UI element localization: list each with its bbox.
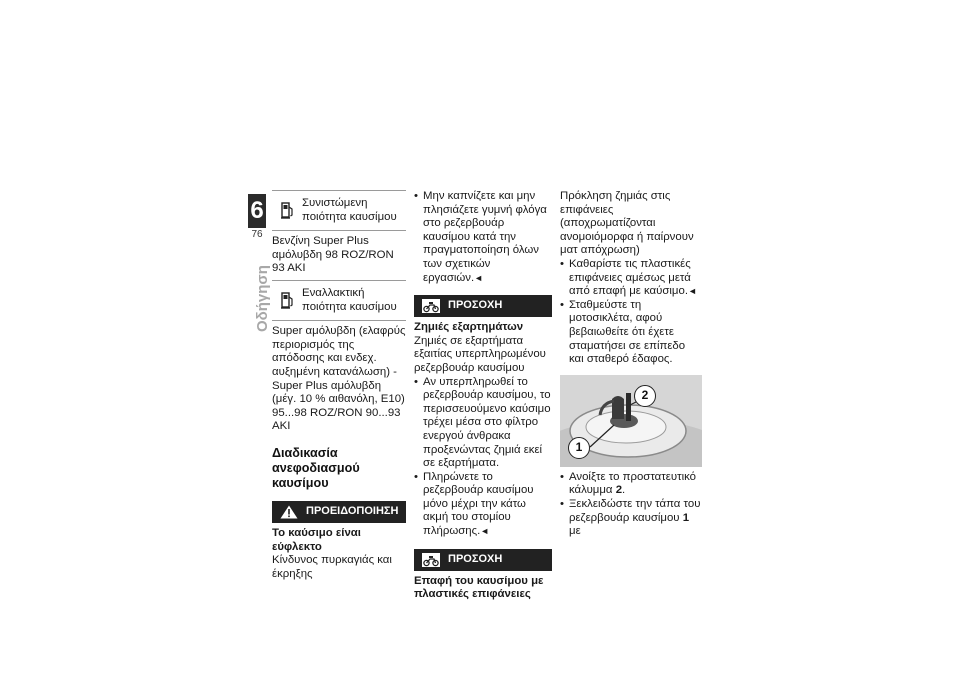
bullet-list [414,190,552,285]
spec-recommended-fuel [272,190,406,231]
spec-value: Super αμόλυβδη (ελαφρύς περιορισμός της απόδοσης και ενδεχ. αυξημένη κατανάλωση) - Super Plus αμόλυβδη (μέγ. 10 % αιθανόλη, E10) 95...98 ROZ/RON 90...93 AKI [272,325,406,433]
caution-subhead: Ζημιές εξαρτημάτων [414,321,524,334]
column-2 [414,190,552,602]
warning-banner [272,501,406,523]
spec-value: Βενζίνη Super Plus αμόλυβδη 98 ROZ/RON 93 AKI [272,235,394,275]
fuel-pump-icon [280,289,294,311]
fuel-cap-photo [560,375,702,467]
bullet-list [560,258,702,367]
column-1 [272,190,406,581]
fuel-pump-icon [280,199,294,221]
warning-subhead: Το καύσιμο είναι εύφλεκτο [272,526,361,553]
chapter-side-title: Οδήγηση [254,265,271,332]
list-item: • Ξεκλειδώστε την τάπα του ρεζερβουάρ καυσίμου 1 με [560,498,702,539]
chapter-tab: 6 [248,194,266,228]
reference-number: 2 [615,484,623,497]
spec-label: Συνιστώμενη ποιότητα καυσίμου [302,197,397,223]
list-item: • Μην καπνίζετε και μην πλησιάζετε γυμνή φλόγα στο ρεζερβουάρ καυσίμου κατά την πραγματοποίηση όλων των σχετικών εργασιών.◄ [414,190,552,285]
list-item: • Σταθμεύστε τη μοτοσικλέτα, αφού βεβαιωθείτε ότι έχετε σταματήσει σε επίπεδο και σταθερό έδαφος. [560,299,702,367]
list-item: • Αν υπερπληρωθεί το ρεζερβουάρ καυσίμου, το περισσευούμενο καύσιμο τρέχει μέσα στο φίλτρο ενεργού άνθρακα προξενώντας ζημιά εκεί σε εξαρτήματα. [414,376,552,471]
caution-banner [414,295,552,317]
caution-text: Ζημιές σε εξαρτήματα εξαιτίας υπερπληρωμένου ρεζερβουάρ καυσίμου [414,334,546,374]
callout-2: 2 [634,385,656,407]
reference-number: 1 [682,511,690,524]
caution-title: ΠΡΟΣΟΧΗ [448,552,503,565]
end-marker: ◄ [480,526,490,537]
end-marker: ◄ [688,286,697,297]
bullet-list [560,471,702,539]
page-number: 76 [251,229,263,240]
column-3 [560,190,702,539]
caution-subhead: Επαφή του καυσίμου με πλαστικές επιφάνειες [414,574,544,601]
caution-title: ΠΡΟΣΟΧΗ [448,299,503,312]
callout-1: 1 [568,437,590,459]
list-item: • Πληρώνετε το ρεζερβουάρ καυσίμου μόνο μέχρι την κάτω ακμή του στομίου πλήρωσης.◄ [414,471,552,539]
bullet-list [414,376,552,539]
list-item: • Καθαρίστε τις πλαστικές επιφάνειες αμέσως μετά από επαφή με καύσιμο.◄ [560,258,702,299]
section-heading: Διαδικασία ανεφοδιασμού καυσίμου [272,445,360,490]
caution-banner [414,549,552,571]
spec-label: Εναλλακτική ποιότητα καυσίμου [302,286,397,313]
motorcycle-caution-icon [422,299,440,313]
end-marker: ◄ [474,272,484,283]
list-item: • Ανοίξτε το προστατευτικό κάλυμμα 2. [560,471,702,498]
spec-alternative-fuel [272,280,406,321]
warning-title: ΠΡΟΕΙΔΟΠΟΙΗΣΗ [306,505,399,518]
warning-triangle-icon [280,505,298,519]
warning-text: Κίνδυνος πυρκαγιάς και έκρηξης [272,554,392,580]
motorcycle-caution-icon [422,553,440,567]
caution-text: Πρόκληση ζημιάς στις επιφάνειες (αποχρωματίζονται ανομοιόμορφα ή παίρνουν ματ απόχρωση) [560,190,694,257]
